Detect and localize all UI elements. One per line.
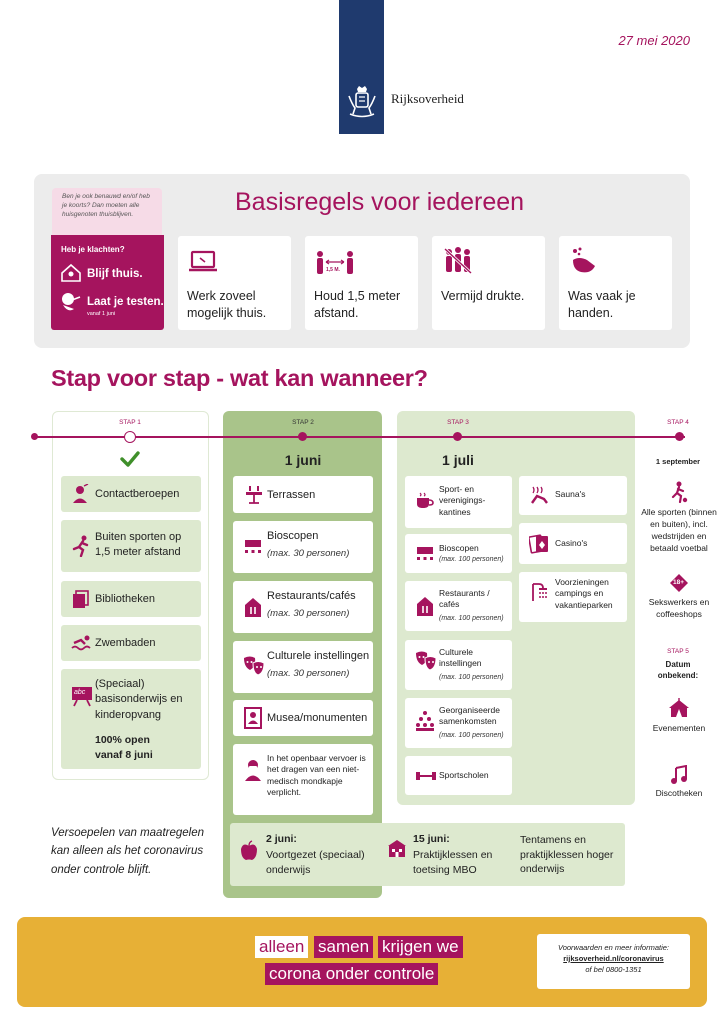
- timeline-dot-step3: [453, 432, 462, 441]
- museum-icon: [243, 707, 263, 729]
- timeline-start-dot: [31, 433, 38, 440]
- runner-icon: [71, 535, 91, 557]
- books-icon: [71, 589, 91, 609]
- get-tested-date: vanaf 1 juni: [87, 311, 116, 317]
- logo-text: Rijksoverheid: [391, 91, 464, 106]
- item-extra: 100% open vanaf 8 juni: [95, 734, 153, 761]
- timeline-dot-step2: [298, 432, 307, 441]
- cinema-icon: [243, 539, 263, 555]
- section-title: Stap voor stap - wat kan wanneer?: [51, 365, 428, 391]
- item-sub: (max. 30 personen): [267, 548, 350, 559]
- item-label: Buiten sporten op 1,5 meter afstand: [95, 531, 182, 559]
- education-note-label: Tentamens en praktijklessen hoger onderwijs: [520, 834, 614, 876]
- step3-item-gyms: [405, 756, 512, 795]
- step2-date: 1 juni: [284, 452, 322, 468]
- step4-label: STAP 4: [667, 419, 689, 426]
- step3-item-casinos: [519, 523, 627, 564]
- timeline-dot-step1: [124, 431, 136, 443]
- terrace-icon: [243, 484, 265, 504]
- rule-label: Houd 1,5 meter afstand.: [314, 289, 401, 320]
- face-mask-icon: [243, 758, 263, 782]
- item-sub: (max. 30 personen): [267, 668, 350, 679]
- adult-18-icon-label: 18+: [673, 579, 685, 586]
- step2-label: STAP 2: [292, 419, 314, 426]
- item-label: Musea/monumenten: [267, 712, 368, 724]
- step3-item-canteens: [405, 476, 512, 528]
- football-icon: [669, 481, 689, 503]
- item-label: Bioscopen: [439, 543, 479, 553]
- step2-item-cinemas: [233, 521, 373, 573]
- crowd-icon: [442, 246, 474, 276]
- rule-label: Was vaak je handen.: [568, 289, 636, 320]
- school-board-icon-label: abc: [74, 689, 86, 696]
- house-icon: [60, 263, 82, 283]
- hairdresser-icon: [71, 484, 89, 504]
- item-label: Zwembaden: [95, 637, 156, 649]
- item-label: (Speciaal) basisonderwijs en kinderopvang: [95, 678, 183, 721]
- info-box: [537, 934, 690, 989]
- step4-date: 1 september: [655, 457, 701, 466]
- slogan-word-samen: samen: [314, 936, 373, 958]
- handwash-icon: [569, 246, 599, 276]
- step4-item-sports: Alle sporten (binnen en buiten), incl. wedstrijden en betaald voetbal: [641, 507, 717, 553]
- step3-item-cinemas: [405, 534, 512, 573]
- cards-icon: [529, 533, 549, 555]
- test-swab-icon: [60, 291, 82, 313]
- step5-item-events: Evenementen: [652, 723, 706, 733]
- music-note-icon: [670, 765, 688, 785]
- item-label: Voorzieningen campings en vakantieparken: [555, 577, 613, 610]
- item-label: Terrassen: [267, 489, 316, 501]
- get-tested-text: Laat je testen.: [87, 296, 164, 308]
- item-sub: (max. 100 personen): [439, 674, 504, 681]
- slogan-line2: corona onder controle: [265, 963, 438, 985]
- rule-card-distance: [305, 236, 418, 330]
- swimmer-icon: [71, 634, 93, 652]
- cinema-icon: [415, 546, 435, 562]
- theater-masks-icon: [415, 650, 437, 672]
- item-sub: (max. 100 personen): [439, 615, 504, 622]
- item-label: Sport- en verenigings- kantines: [439, 484, 486, 517]
- item-label: Georganiseerde samenkomsten: [439, 705, 500, 727]
- item-label: In het openbaar vervoer is het dragen van een niet-medisch mondkapje verplicht.: [267, 753, 366, 798]
- item-sub: (max. 100 personen): [439, 556, 504, 563]
- info-phone: of bel 0800-1351: [585, 964, 642, 974]
- sauna-icon: [529, 485, 549, 505]
- royal-crest-icon: [344, 84, 380, 120]
- info-intro: Voorwaarden en meer informatie:: [557, 943, 670, 952]
- item-label: Restaurants/cafés: [267, 590, 356, 602]
- apple-icon: [239, 840, 259, 862]
- circus-tent-icon: [668, 697, 690, 719]
- step3-item-campings: [519, 572, 627, 622]
- step5-label: STAP 5: [667, 648, 689, 655]
- dumbbell-icon: [415, 770, 437, 782]
- education-note-label: Voortgezet (speciaal) onderwijs: [266, 849, 365, 876]
- complaints-card: [51, 235, 164, 330]
- step1-item-libraries: [61, 581, 201, 617]
- school-building-icon: [387, 838, 407, 858]
- item-label: Bibliotheken: [95, 593, 155, 605]
- item-label: Culturele instellingen: [267, 650, 370, 662]
- step2-item-face-mask: [233, 744, 373, 815]
- step3-item-gatherings: [405, 698, 512, 748]
- item-sub: (max. 30 personen): [267, 608, 350, 619]
- item-label: Sauna's: [555, 489, 586, 499]
- publication-date: 27 mei 2020: [618, 33, 690, 48]
- step3-label: STAP 3: [447, 419, 469, 426]
- theater-masks-icon: [243, 655, 265, 677]
- step3-item-restaurants: [405, 581, 512, 631]
- step1-item-outdoor-sports: [61, 520, 201, 572]
- restaurant-icon: [243, 596, 263, 618]
- rule-card-wash-hands: [559, 236, 672, 330]
- basic-rules-title: Basisregels voor iedereen: [235, 188, 525, 216]
- rule-card-crowds: [432, 236, 545, 330]
- step5-date: Datum onbekend:: [657, 660, 699, 681]
- disclaimer-text: Versoepelen van maatregelen kan alleen als het coronavirus onder controle blijft.: [51, 827, 205, 876]
- step1-label: STAP 1: [119, 419, 141, 426]
- item-label: Casino's: [555, 538, 588, 548]
- distance-icon-label: 1,5 M.: [326, 267, 340, 273]
- step2-item-terraces: [233, 476, 373, 513]
- education-note-date: 15 juni:: [413, 833, 450, 845]
- item-sub: (max. 100 personen): [439, 732, 504, 739]
- stay-home-text: Blijf thuis.: [87, 268, 143, 280]
- shower-icon: [529, 582, 547, 602]
- step1-item-primary-education: [61, 669, 201, 769]
- step3-item-culture: [405, 640, 512, 690]
- education-note-label: Praktijklessen en toetsing MBO: [413, 849, 493, 876]
- checkmark-icon: [120, 451, 140, 467]
- education-note-date: 2 juni:: [266, 833, 297, 845]
- step1-item-contact-jobs: [61, 476, 201, 512]
- item-label: Culturele instellingen: [439, 647, 482, 669]
- rule-label: Vermijd drukte.: [441, 289, 525, 303]
- laptop-icon: [188, 250, 218, 274]
- item-label: Sportscholen: [439, 770, 489, 780]
- item-label: Bioscopen: [267, 530, 319, 542]
- symptom-note: Ben je ook benauwd en/of heb je koorts? Dan moeten alle huisgenoten thuisblijven.: [52, 188, 162, 235]
- complaints-title: Heb je klachten?: [61, 245, 125, 254]
- restaurant-icon: [415, 595, 435, 617]
- slogan-word-krijgen-we: krijgen we: [378, 936, 463, 958]
- rule-label: Werk zoveel mogelijk thuis.: [187, 289, 267, 320]
- step2-item-museums: [233, 700, 373, 736]
- slogan-word-alleen: alleen: [255, 936, 308, 958]
- info-link[interactable]: rijksoverheid.nl/coronavirus: [563, 953, 664, 963]
- step2-item-culture: [233, 641, 373, 693]
- step2-item-restaurants: [233, 581, 373, 633]
- step1-item-pools: [61, 625, 201, 661]
- item-label: Contactberoepen: [95, 488, 180, 500]
- timeline-dot-step4: [675, 432, 684, 441]
- item-label: Restaurants / cafés: [439, 588, 490, 610]
- gathering-icon: [415, 710, 435, 732]
- rule-card-work-home: [178, 236, 291, 330]
- step4-item-coffeeshops: Sekswerkers en coffeeshops: [648, 597, 710, 619]
- step3-date: 1 juli: [442, 452, 474, 468]
- coffee-cup-icon: [415, 491, 435, 511]
- step3-item-saunas: [519, 476, 627, 515]
- step5-item-discos: Discotheken: [655, 788, 703, 798]
